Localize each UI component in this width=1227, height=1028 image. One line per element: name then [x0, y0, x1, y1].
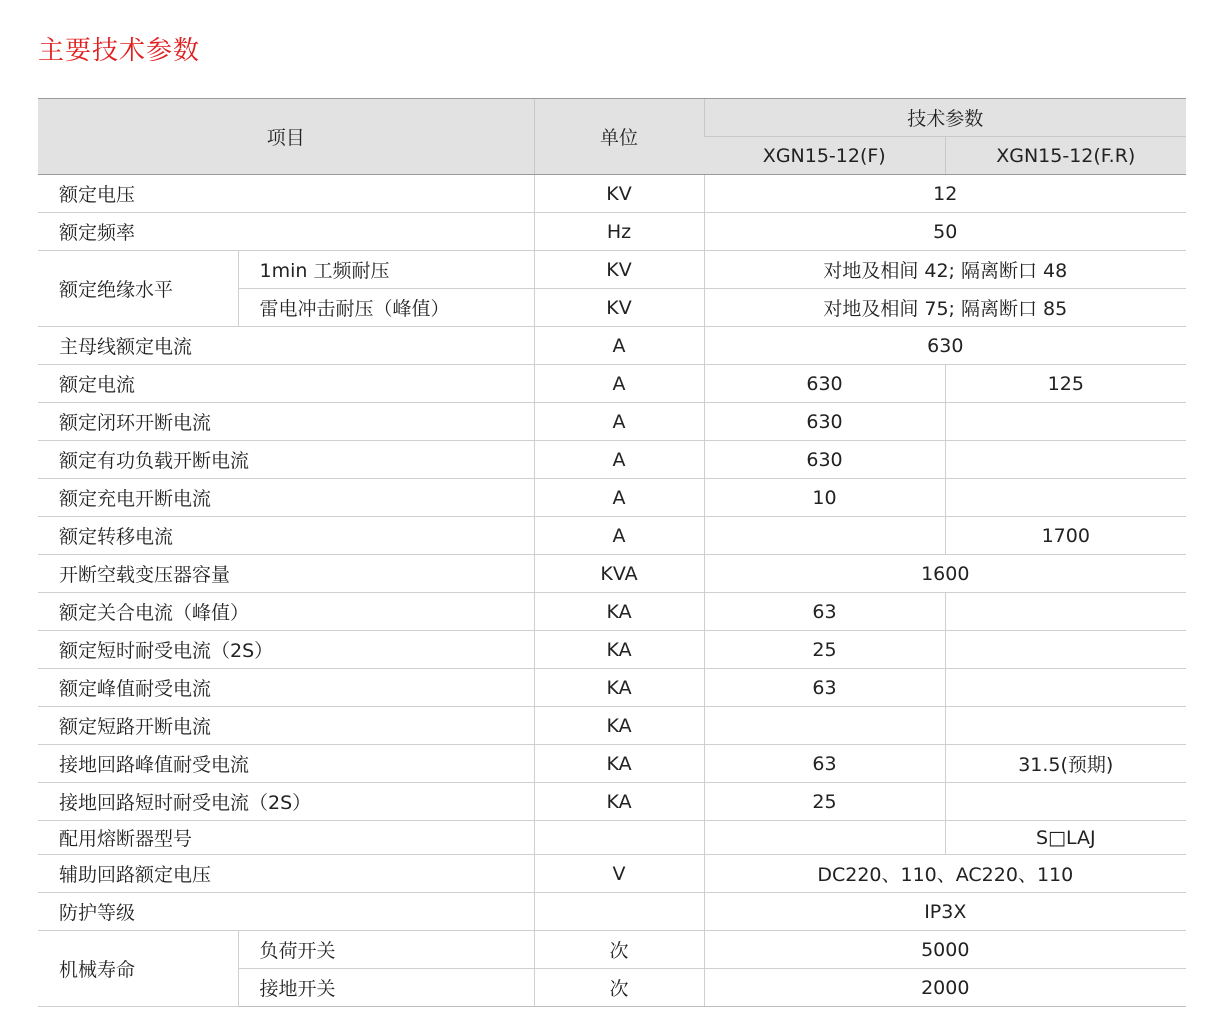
header-row: [38, 99, 1186, 137]
row-value-fr: 1700: [945, 517, 1186, 555]
row-label: 额定电流: [38, 365, 534, 403]
row-value: 对地及相间 42; 隔离断口 48: [704, 251, 1186, 289]
row-unit: [534, 893, 704, 931]
row-value: 对地及相间 75; 隔离断口 85: [704, 289, 1186, 327]
table-row: [38, 479, 1186, 517]
row-value-fr: 125: [945, 365, 1186, 403]
table-row: [38, 213, 1186, 251]
row-value: 2000: [704, 969, 1186, 1007]
table-row: [38, 555, 1186, 593]
table-row: [38, 365, 1186, 403]
row-unit: KA: [534, 745, 704, 783]
row-value: 12: [704, 175, 1186, 213]
row-value-fr: S□LAJ: [945, 821, 1186, 855]
row-unit: Hz: [534, 213, 704, 251]
row-value-fr: [945, 707, 1186, 745]
header-params: 技术参数: [704, 99, 1186, 137]
header-unit: 单位: [534, 99, 704, 175]
table-row: [38, 745, 1186, 783]
row-value-fr: [945, 479, 1186, 517]
row-unit: KA: [534, 707, 704, 745]
row-value: 1600: [704, 555, 1186, 593]
row-unit: A: [534, 365, 704, 403]
row-label: 主母线额定电流: [38, 327, 534, 365]
row-value-fr: [945, 669, 1186, 707]
row-label: 接地回路峰值耐受电流: [38, 745, 534, 783]
row-unit: KV: [534, 175, 704, 213]
row-value-fr: [945, 593, 1186, 631]
row-sublabel: 雷电冲击耐压（峰值）: [238, 289, 534, 327]
row-sublabel: 接地开关: [238, 969, 534, 1007]
table-row: [38, 707, 1186, 745]
row-unit: A: [534, 327, 704, 365]
row-value-f: 630: [704, 403, 945, 441]
page-title: 主要技术参数: [38, 36, 201, 66]
row-unit: A: [534, 517, 704, 555]
table-row: [38, 327, 1186, 365]
row-value: 5000: [704, 931, 1186, 969]
table-row: [38, 631, 1186, 669]
row-value-fr: [945, 441, 1186, 479]
table-row: [38, 517, 1186, 555]
row-value-fr: [945, 403, 1186, 441]
row-unit: KVA: [534, 555, 704, 593]
row-value-f: 25: [704, 631, 945, 669]
row-value-f: [704, 517, 945, 555]
row-value: 50: [704, 213, 1186, 251]
row-label: 额定绝缘水平: [38, 251, 238, 327]
row-value-f: 63: [704, 669, 945, 707]
table-row: [38, 931, 1186, 969]
row-value-f: 63: [704, 745, 945, 783]
row-label: 配用熔断器型号: [38, 821, 534, 855]
row-value-f: 10: [704, 479, 945, 517]
row-label: 额定峰值耐受电流: [38, 669, 534, 707]
table-row: [38, 669, 1186, 707]
row-label: 辅助回路额定电压: [38, 855, 534, 893]
row-unit: KA: [534, 593, 704, 631]
row-label: 机械寿命: [38, 931, 238, 1007]
row-label: 额定闭环开断电流: [38, 403, 534, 441]
row-label: 额定关合电流（峰值）: [38, 593, 534, 631]
spec-table: [38, 98, 1186, 1007]
table-row: [38, 893, 1186, 931]
row-value-f: 63: [704, 593, 945, 631]
row-unit: KA: [534, 631, 704, 669]
row-unit: 次: [534, 931, 704, 969]
header-item: 项目: [38, 99, 534, 175]
row-unit: KV: [534, 289, 704, 327]
table-row: [38, 251, 1186, 289]
table-row: [38, 403, 1186, 441]
row-value-fr: [945, 631, 1186, 669]
row-value: 630: [704, 327, 1186, 365]
row-label: 额定短路开断电流: [38, 707, 534, 745]
row-label: 额定频率: [38, 213, 534, 251]
row-label: 额定转移电流: [38, 517, 534, 555]
row-unit: A: [534, 441, 704, 479]
table-row: [38, 821, 1186, 855]
table-row: [38, 175, 1186, 213]
row-value: DC220、110、AC220、110: [704, 855, 1186, 893]
table-row: [38, 855, 1186, 893]
row-sublabel: 1min 工频耐压: [238, 251, 534, 289]
row-value-fr: 31.5(预期): [945, 745, 1186, 783]
row-value-fr: [945, 783, 1186, 821]
row-value-f: 630: [704, 365, 945, 403]
row-label: 额定电压: [38, 175, 534, 213]
table-row: [38, 441, 1186, 479]
row-value-f: [704, 707, 945, 745]
table-row: [38, 593, 1186, 631]
row-value-f: 25: [704, 783, 945, 821]
row-label: 开断空载变压器容量: [38, 555, 534, 593]
row-unit: 次: [534, 969, 704, 1007]
row-label: 防护等级: [38, 893, 534, 931]
row-unit: KA: [534, 669, 704, 707]
row-value-f: 630: [704, 441, 945, 479]
row-label: 额定充电开断电流: [38, 479, 534, 517]
header-model-f: XGN15-12(F): [704, 137, 945, 175]
header-model-fr: XGN15-12(F.R): [945, 137, 1186, 175]
row-unit: KV: [534, 251, 704, 289]
row-unit: A: [534, 479, 704, 517]
row-label: 额定有功负载开断电流: [38, 441, 534, 479]
table-row: [38, 783, 1186, 821]
row-value: IP3X: [704, 893, 1186, 931]
row-label: 接地回路短时耐受电流（2S）: [38, 783, 534, 821]
row-sublabel: 负荷开关: [238, 931, 534, 969]
row-unit: V: [534, 855, 704, 893]
row-unit: [534, 821, 704, 855]
row-unit: A: [534, 403, 704, 441]
row-unit: KA: [534, 783, 704, 821]
row-label: 额定短时耐受电流（2S）: [38, 631, 534, 669]
row-value-f: [704, 821, 945, 855]
